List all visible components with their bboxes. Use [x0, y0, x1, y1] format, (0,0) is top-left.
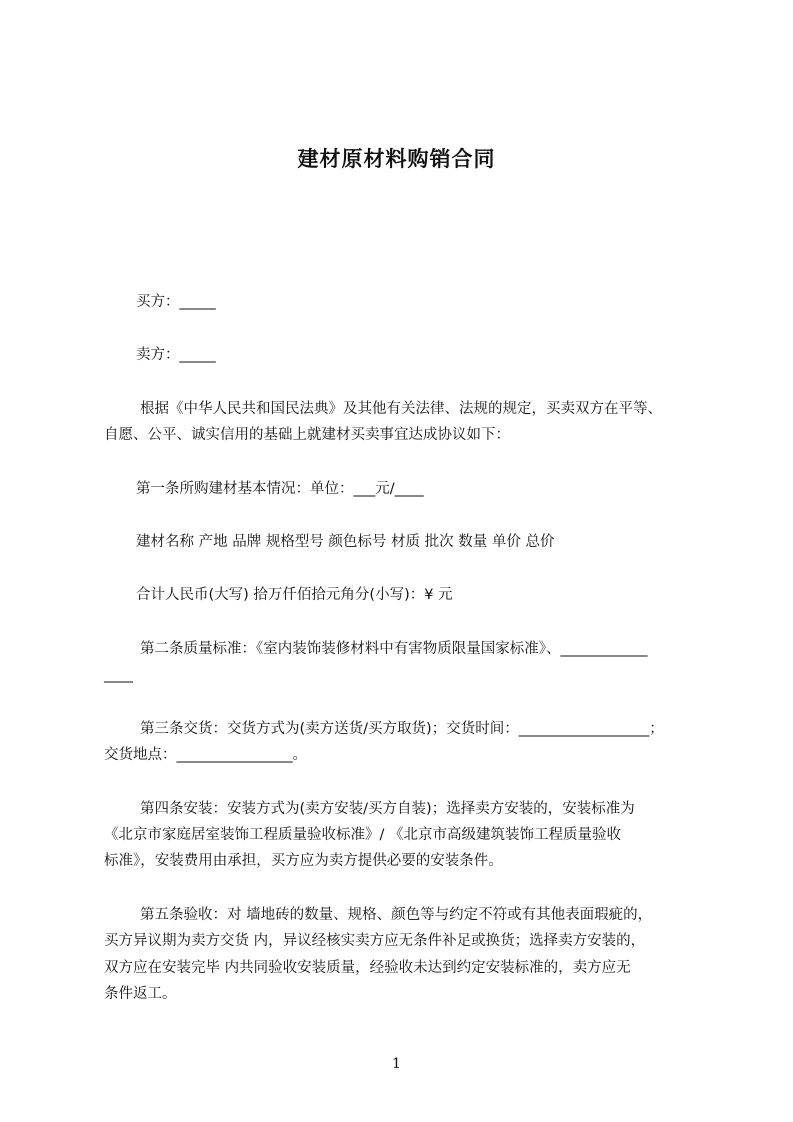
preamble-line-2: 自愿、公平、诚实信用的基础上就建材买卖事宜达成协议如下：	[104, 427, 510, 443]
article-4-line-3: 标准》，安装费用由承担，买方应为卖方提供必要的安装条件。	[104, 853, 503, 869]
article-5-line-4: 条件返工。	[104, 986, 177, 1002]
article-2-line-1: 第二条质量标准：《室内装饰装修材料中有害物质限量国家标准》、____________	[140, 641, 648, 657]
article-5-line-1: 第五条验收：对 墙地砖的数量、规格、颜色等与约定不符或有其他表面瑕疵的，	[140, 907, 653, 923]
article-1: 第一条所购建材基本情况：单位：___元/____	[136, 481, 424, 497]
total-amount-line: 合计人民币(大写) 拾万仟佰拾元角分(小写)：¥ 元	[136, 587, 453, 603]
seller-line: 卖方：_____	[136, 347, 216, 363]
article-4-line-1: 第四条安装：安装方式为(卖方安装/买方自装)；选择卖方安装的，安装标准为	[140, 801, 635, 817]
document-title: 建材原材料购销合同	[297, 147, 496, 171]
article-5-line-3: 双方应在安装完毕 内共同验收安装质量，经验收未达到约定安装标准的，卖方应无	[104, 960, 631, 976]
page-number: 1	[392, 1056, 401, 1072]
buyer-line: 买方：_____	[136, 294, 216, 310]
article-2-line-2: ____	[104, 667, 133, 683]
article-3-line-1: 第三条交货：交货方式为(卖方送货/买方取货)；交货时间：__________________；	[140, 721, 664, 737]
materials-table-header: 建材名称 产地 品牌 规格型号 颜色标号 材质 批次 数量 单价 总价	[136, 534, 555, 550]
article-5-line-2: 买方异议期为卖方交货 内，异议经核实卖方应无条件补足或换货；选择卖方安装的，	[104, 933, 646, 949]
article-3-line-2: 交货地点：________________。	[104, 747, 307, 763]
article-4-line-2: 《北京市家庭居室装饰工程质量验收标准》/ 《北京市高级建筑装饰工程质量验收	[104, 827, 621, 843]
preamble-line-1: 根据《中华人民共和国民法典》及其他有关法律、法规的规定，买卖双方在平等、	[140, 401, 662, 417]
